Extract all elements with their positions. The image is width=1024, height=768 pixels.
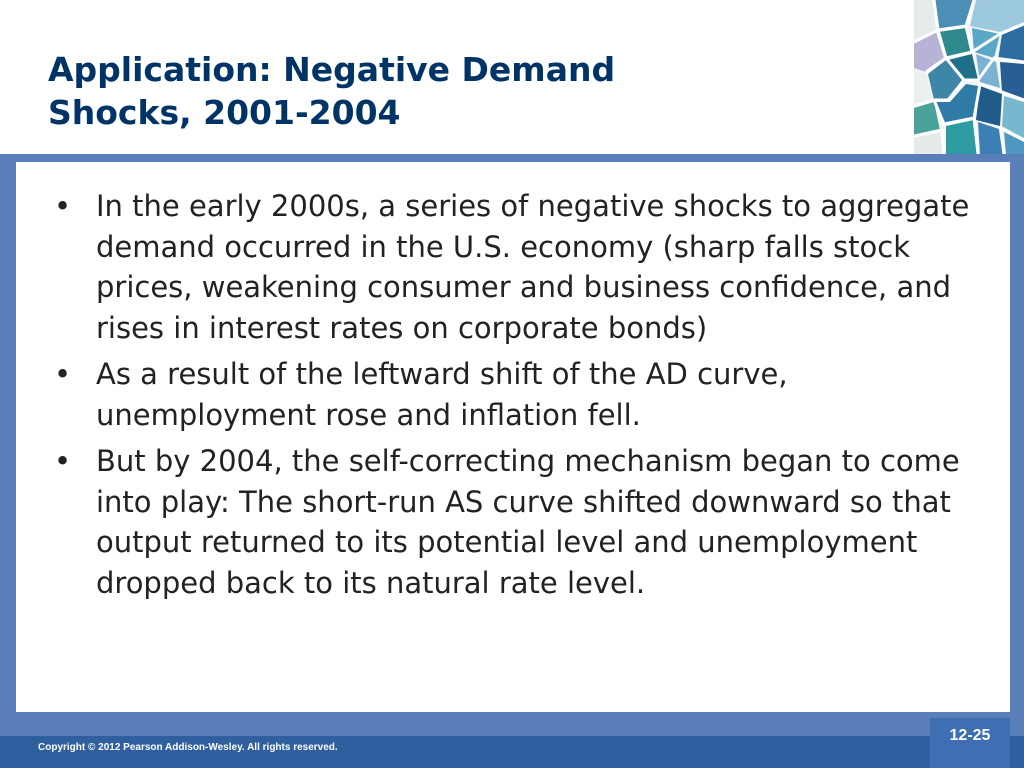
bullet-text: In the early 2000s, a series of negative shocks to aggregate demand occurred in the U.S. economy (sharp falls stock prices, weakening consumer and business confidence, and rises in interest rates on corporate bonds) <box>96 189 970 345</box>
bullet-item <box>46 354 1001 435</box>
bullet-marker: • <box>54 357 72 391</box>
slide-title <box>48 48 888 134</box>
bullet-marker: • <box>54 444 72 478</box>
bullet-item <box>46 186 1001 348</box>
content-panel <box>16 162 1010 712</box>
bullet-text: As a result of the leftward shift of the AD curve, unemployment rose and inflation fell. <box>96 357 788 432</box>
page-number: 12-25 <box>949 727 991 744</box>
bullet-item <box>46 441 1001 603</box>
slide-title-line-2: Shocks, 2001-2004 <box>48 93 401 132</box>
bullet-list <box>46 186 1001 609</box>
bullet-marker: • <box>54 189 72 223</box>
slide-title-line-1: Application: Negative Demand <box>48 50 616 89</box>
mosaic-decoration <box>914 0 1024 154</box>
copyright-notice: Copyright © 2012 Pearson Addison-Wesley. All rights reserved. <box>38 742 338 753</box>
bullet-text: But by 2004, the self-correcting mechanism began to come into play: The short-run AS curve shifted downward so that output returned to its potential level and unemployment dropped back to its natural rate level. <box>96 444 960 600</box>
